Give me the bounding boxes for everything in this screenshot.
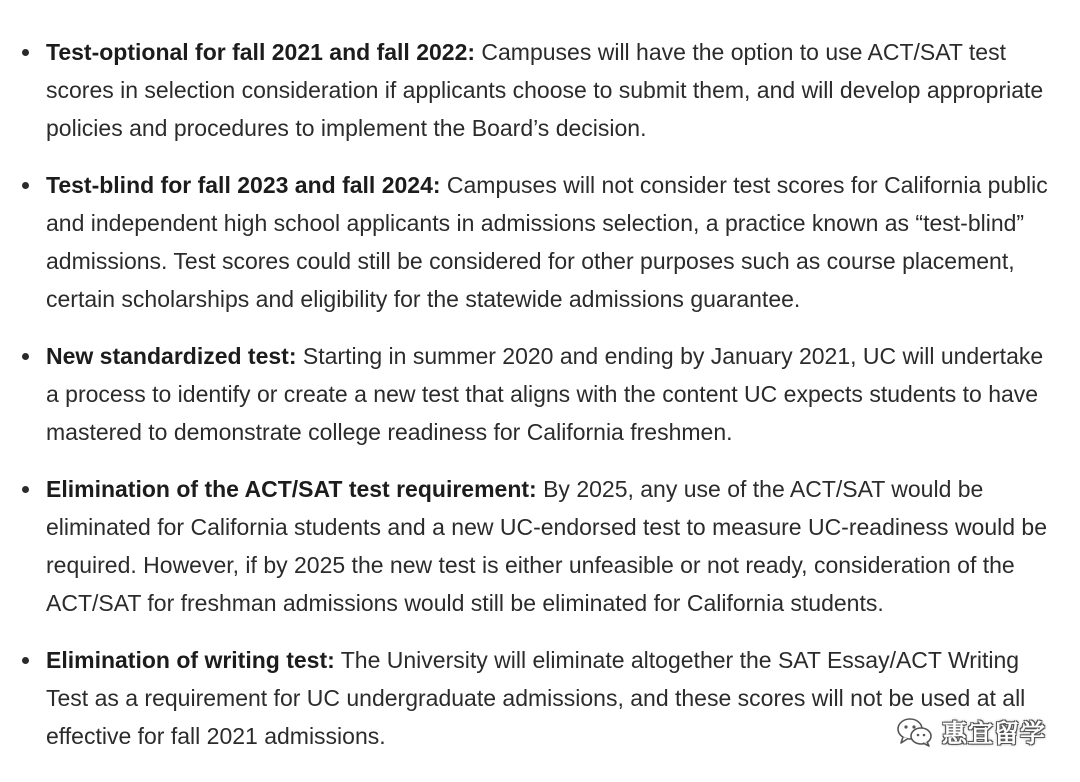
list-item — [0, 470, 1080, 622]
bullet-term: Elimination of the ACT/SAT test requirement: — [46, 476, 537, 502]
bullet-term: Test-optional for fall 2021 and fall 2022: — [46, 39, 476, 65]
watermark-text: 惠宜留学 — [941, 719, 1046, 748]
bullet-icon — [22, 353, 29, 360]
bullet-text: Campuses will not consider test scores for California public and independent high school applicants in admissions selection, a practice known as “test-blind” admissions. Test scores could still be considered for other purposes such as course placement, certain scholarships and eligibility for the statewide admissions guarantee. — [46, 172, 1048, 312]
bullet-text: The University will eliminate altogether the SAT Essay/ACT Writing Test as a requirement for UC undergraduate admissions, and these scores will not be used at all effective for fall 2021 admissions. — [46, 647, 1026, 749]
bullet-text: Starting in summer 2020 and ending by January 2021, UC will undertake a process to identify or create a new test that aligns with the content UC expects students to have mastered to demonstrate college readiness for California freshmen. — [46, 343, 1044, 445]
bullet-icon — [22, 49, 29, 56]
bullet-text: By 2025, any use of the ACT/SAT would be eliminated for California students and a new UC-endorsed test to measure UC-readiness would be required. However, if by 2025 the new test is either unfeasible or not ready, consideration of the ACT/SAT for freshman admissions would still be eliminated for California students. — [46, 476, 1048, 616]
bullet-term: Test-blind for fall 2023 and fall 2024: — [46, 172, 441, 198]
bullet-icon — [22, 486, 29, 493]
bullet-icon — [22, 182, 29, 189]
bullet-icon — [22, 657, 29, 664]
list-item — [0, 166, 1080, 318]
list-item — [0, 33, 1080, 147]
bullet-term: Elimination of writing test: — [46, 647, 335, 673]
watermark — [896, 714, 1046, 750]
list-item — [0, 337, 1080, 451]
bullet-term: New standardized test: — [46, 343, 297, 369]
wechat-icon — [896, 716, 934, 748]
bullet-text: Campuses will have the option to use ACT/SAT test scores in selection consideration if applicants choose to submit them, and will develop appropriate policies and procedures to implement the Board’s decision. — [46, 39, 1044, 141]
policy-bullet-list — [0, 33, 1080, 774]
